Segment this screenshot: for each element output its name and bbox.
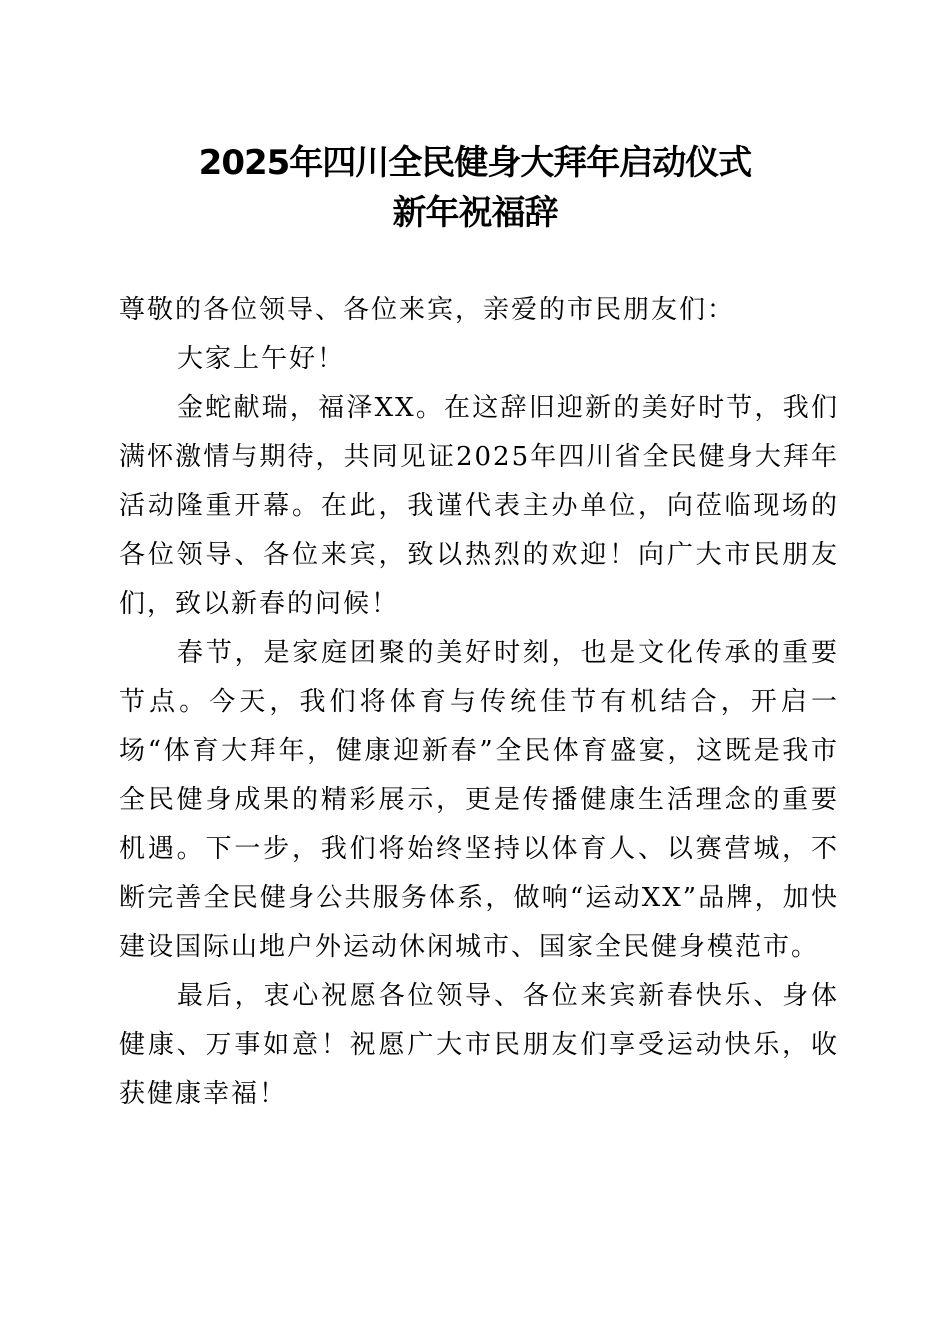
paragraph-welcome: 金蛇献瑞，福泽XX。在这辞旧迎新的美好时节，我们满怀激情与期待，共同见证2025年四川省全民健身大拜年活动隆重开幕。在此，我谨代表主办单位，向莅临现场的各位领导、各位来宾，致以热烈的欢迎！向广大市民朋友们，致以新春的问候！	[119, 393, 839, 619]
title-line-1: 2025年四川全民健身大拜年启动仪式	[198, 143, 752, 183]
paragraph-closing-wishes: 最后，衷心祝愿各位领导、各位来宾新春快乐、身体健康、万事如意！祝愿广大市民朋友们享受运动快乐，收获健康幸福！	[119, 981, 839, 1109]
page-title	[0, 138, 950, 238]
paragraph-spring-festival: 春节，是家庭团聚的美好时刻，也是文化传承的重要节点。今天，我们将体育与传统佳节有机结合，开启一场“体育大拜年，健康迎新春”全民体育盛宴，这既是我市全民健身成果的精彩展示，更是传播健康生活理念的重要机遇。下一步，我们将始终坚持以体育人、以赛营城，不断完善全民健身公共服务体系，做响“运动XX”品牌，加快建设国际山地户外运动休闲城市、国家全民健身模范市。	[119, 638, 839, 962]
greeting: 大家上午好！	[177, 344, 346, 374]
title-line-2: 新年祝福辞	[392, 193, 558, 233]
salutation: 尊敬的各位领导、各位来宾，亲爱的市民朋友们：	[119, 295, 736, 325]
document-body	[119, 286, 839, 1119]
